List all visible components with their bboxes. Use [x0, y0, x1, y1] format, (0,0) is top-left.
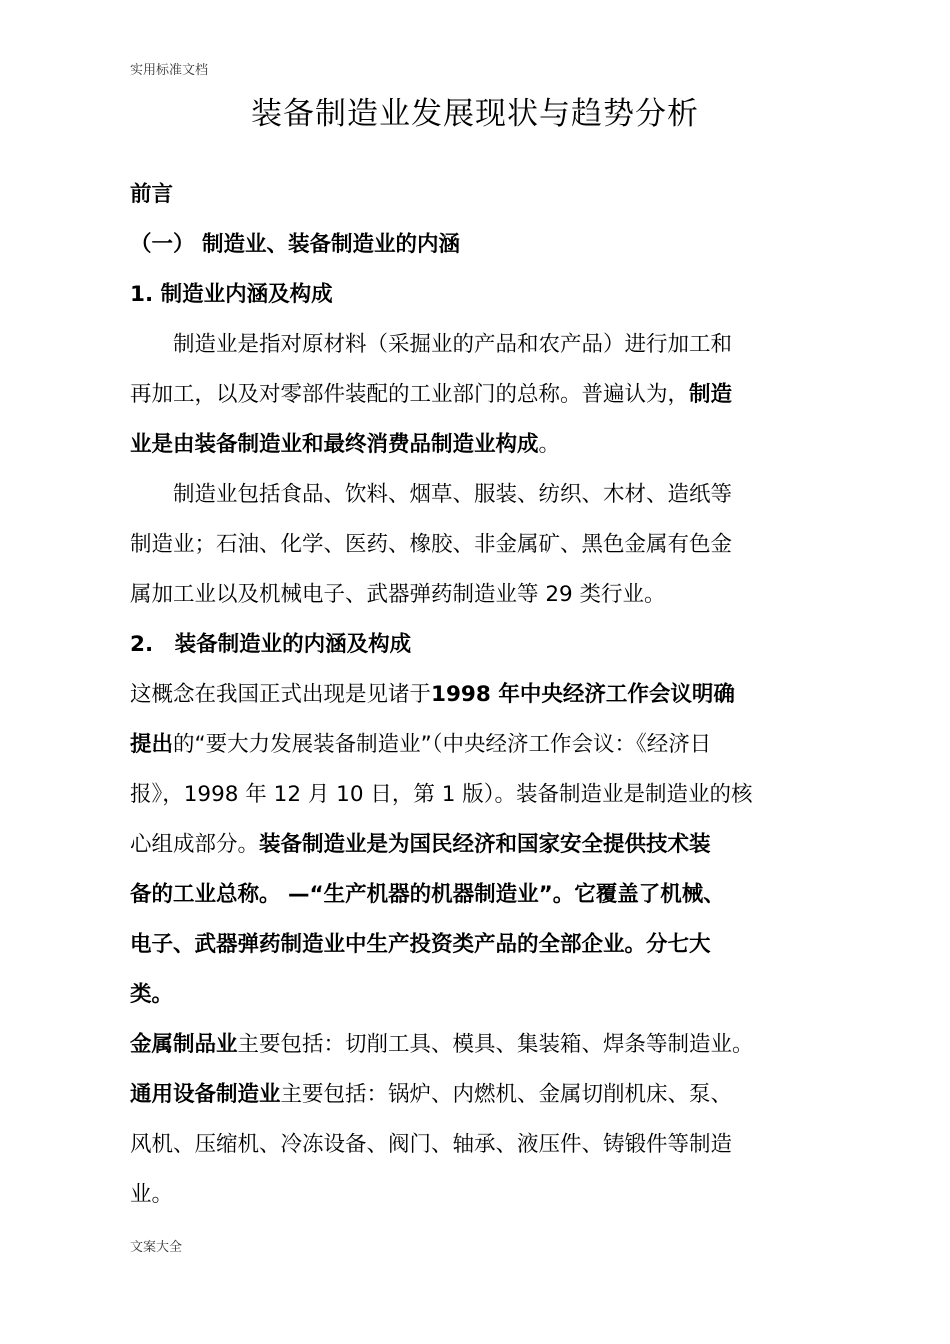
heading-1: 1. 制造业内涵及构成: [130, 282, 333, 307]
paragraph-5-line-1: [130, 1080, 845, 1110]
document-title: 装备制造业发展现状与趋势分析: [251, 96, 699, 132]
paragraph-1-line-1: 制造业是指对原材料（采掘业的产品和农产品）进行加工和: [130, 332, 733, 357]
paragraph-3-line-1: [130, 680, 845, 710]
heading-preface: 前言: [130, 182, 174, 207]
paragraph-1-emphasis: 业是由装备制造业和最终消费品制造业构成: [130, 432, 539, 457]
paragraph-1-emphasis: 制造: [689, 382, 733, 407]
paragraph-2-line-3: 属加工业以及机械电子、武器弹药制造业等 29 类行业。: [130, 582, 666, 607]
paragraph-3-text: 心组成部分。: [130, 832, 260, 857]
heading-section-1: （一） 制造业、装备制造业的内涵: [130, 232, 460, 257]
paragraph-3-line-6: 电子、武器弹药制造业中生产投资类产品的全部企业。分七大: [130, 932, 711, 957]
paragraph-3-emphasis: 1998 年中央经济工作会议明确: [431, 682, 735, 707]
paragraph-3-line-5: 备的工业总称。 —“生产机器的机器制造业”。它覆盖了机械、: [130, 882, 725, 907]
category-description: 主要包括：切削工具、模具、集装箱、焊条等制造业。: [237, 1032, 754, 1057]
paragraph-3-text: 这概念在我国正式出现是见诸于: [130, 682, 432, 707]
paragraph-1-line-2: [130, 380, 845, 410]
heading-2: 2. 装备制造业的内涵及构成: [130, 632, 412, 657]
paragraph-3-emphasis: 装备制造业是为国民经济和国家安全提供技术装: [259, 832, 711, 857]
paragraph-3-text: 的“要大力发展装备制造业”（中央经济工作会议：《经济日: [173, 732, 712, 757]
category-name: 金属制品业: [130, 1032, 238, 1057]
paragraph-1-text: 再加工，以及对零部件装配的工业部门的总称。普遍认为，: [130, 382, 690, 407]
paragraph-2-line-2: 制造业；石油、化学、医药、橡胶、非金属矿、黑色金属有色金: [130, 532, 733, 557]
paragraph-1-line-3: [130, 430, 845, 460]
paragraph-1-text: 。: [538, 432, 561, 457]
paragraph-3-line-2: [130, 730, 845, 760]
paragraph-5-line-2: 风机、压缩机、冷冻设备、阀门、轴承、液压件、铸锻件等制造: [130, 1132, 733, 1157]
category-name: 通用设备制造业: [130, 1082, 281, 1107]
paragraph-4-line-1: [130, 1030, 845, 1060]
paragraph-2-line-1: 制造业包括食品、饮料、烟草、服装、纺织、木材、造纸等: [130, 482, 733, 507]
paragraph-3-emphasis: 提出: [130, 732, 174, 757]
paragraph-5-line-3: 业。: [130, 1182, 174, 1207]
running-head: 实用标准文档: [130, 63, 209, 78]
paragraph-3-line-4: [130, 830, 845, 860]
paragraph-3-line-3: 报》，1998 年 12 月 10 日，第 1 版）。装备制造业是制造业的核: [130, 782, 753, 807]
paragraph-3-line-7: 类。: [130, 982, 174, 1007]
category-description: 主要包括：锅炉、内燃机、金属切削机床、泵、: [280, 1082, 733, 1107]
running-foot: 文案大全: [130, 1240, 183, 1255]
